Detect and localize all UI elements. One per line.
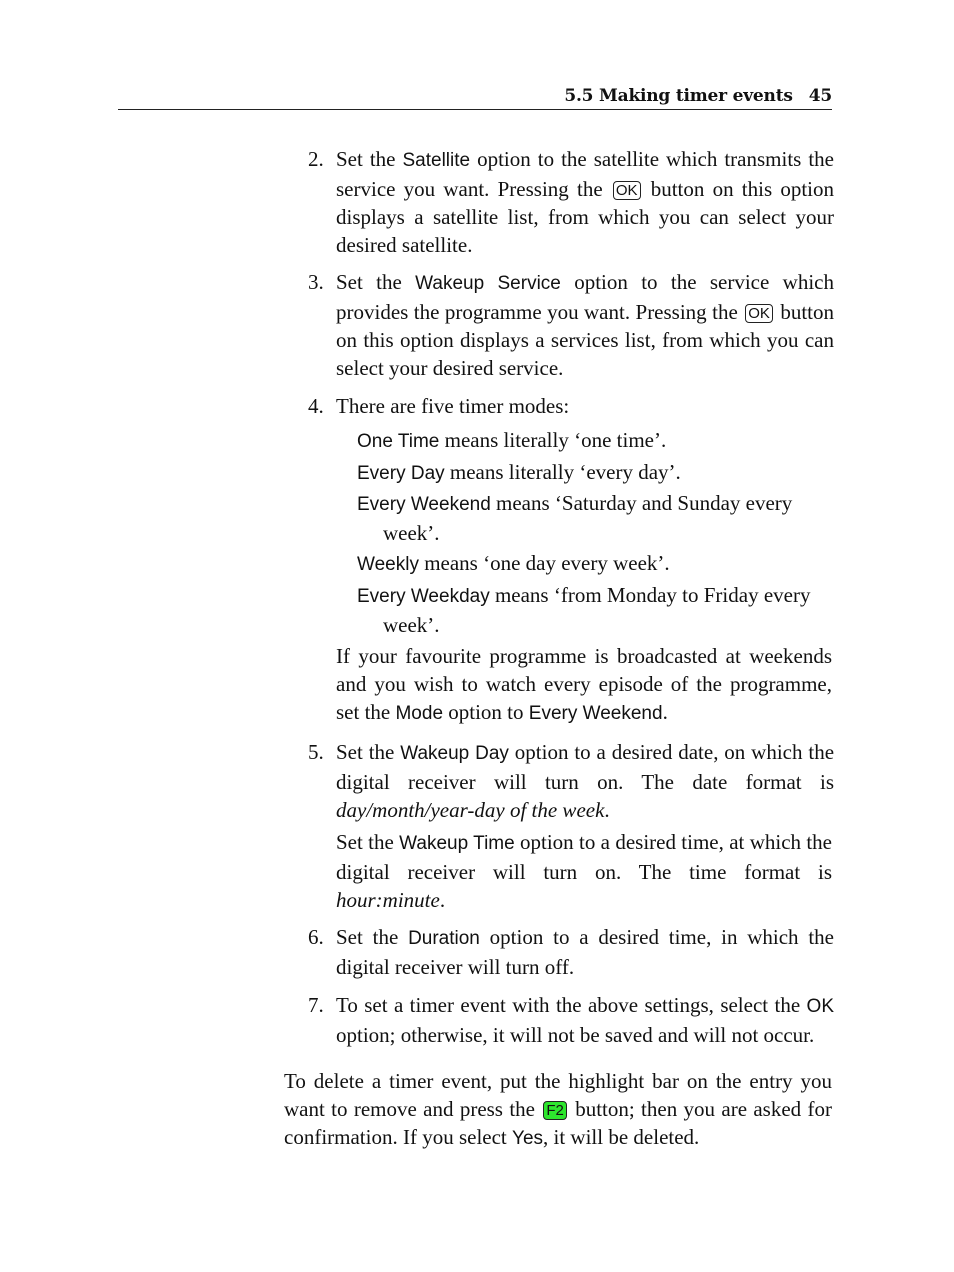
delete-paragraph: To delete a timer event, put the highlight bar on the entry you want to remove and press the F2 button; then you are asked for confirmation. If you select Yes, it will be deleted. bbox=[284, 1069, 832, 1149]
f2-key-icon: F2 bbox=[543, 1101, 567, 1120]
mode-every-weekday: Every Weekday means ‘from Monday to Friday every week’. bbox=[357, 583, 811, 637]
page-number: 45 bbox=[808, 86, 832, 106]
option-yes: Yes bbox=[512, 1128, 544, 1149]
list-item-4: 4. There are five timer modes: bbox=[308, 394, 570, 418]
section-title: 5.5 Making timer events bbox=[564, 86, 793, 106]
list-item-3: 3. Set the Wakeup Service option to the service which provides the programme you want. Pressing the OK button on this option displays a services list, from which you can select your desired service. bbox=[308, 270, 835, 380]
header-rule bbox=[118, 109, 832, 110]
list-item-7: 7. To set a timer event with the above settings, select the OK option; otherwise, it will not be saved and will not occur. bbox=[308, 993, 834, 1047]
list-item-6: 6. Set the Duration option to a desired time, in which the digital receiver will turn off. bbox=[308, 925, 834, 979]
mode-weekly: Weekly means ‘one day every week’. bbox=[357, 551, 670, 575]
option-wakeup-day: Wakeup Day bbox=[400, 743, 509, 764]
running-header bbox=[118, 86, 832, 106]
list-number: 3. bbox=[308, 270, 324, 294]
mode-every-day: Every Day means literally ‘every day’. bbox=[357, 460, 681, 484]
list-number: 4. bbox=[308, 394, 324, 418]
option-satellite: Satellite bbox=[402, 150, 471, 171]
mode-every-weekend: Every Weekend means ‘Saturday and Sunday every week’. bbox=[357, 491, 793, 545]
ok-key-icon: OK bbox=[613, 181, 641, 200]
list-number: 6. bbox=[308, 925, 324, 949]
wakeup-time-paragraph: Set the Wakeup Time option to a desired time, at which the digital receiver will turn on. The time format is hour:minute. bbox=[336, 830, 832, 912]
list-number: 5. bbox=[308, 740, 324, 764]
mode-note-paragraph: If your favourite programme is broadcasted at weekends and you wish to watch every episode of the programme, set the Mode option to Every Weekend. bbox=[336, 644, 832, 724]
list-item-5: 5. Set the Wakeup Day option to a desired date, on which the digital receiver will turn on. The date format is day/month/year-day of the week. bbox=[308, 740, 835, 822]
ok-key-icon: OK bbox=[745, 304, 773, 323]
option-ok: OK bbox=[806, 996, 834, 1017]
list-item-2: 2. Set the Satellite option to the satellite which transmits the service you want. Pressing the OK button on this option displays a satellite list, from which you can select your desired satellite. bbox=[308, 147, 834, 257]
mode-one-time: One Time means literally ‘one time’. bbox=[357, 428, 667, 452]
option-wakeup-service: Wakeup Service bbox=[415, 273, 561, 294]
list-number: 2. bbox=[308, 147, 324, 171]
option-wakeup-time: Wakeup Time bbox=[399, 833, 515, 854]
option-duration: Duration bbox=[408, 928, 480, 949]
list-number: 7. bbox=[308, 993, 324, 1017]
